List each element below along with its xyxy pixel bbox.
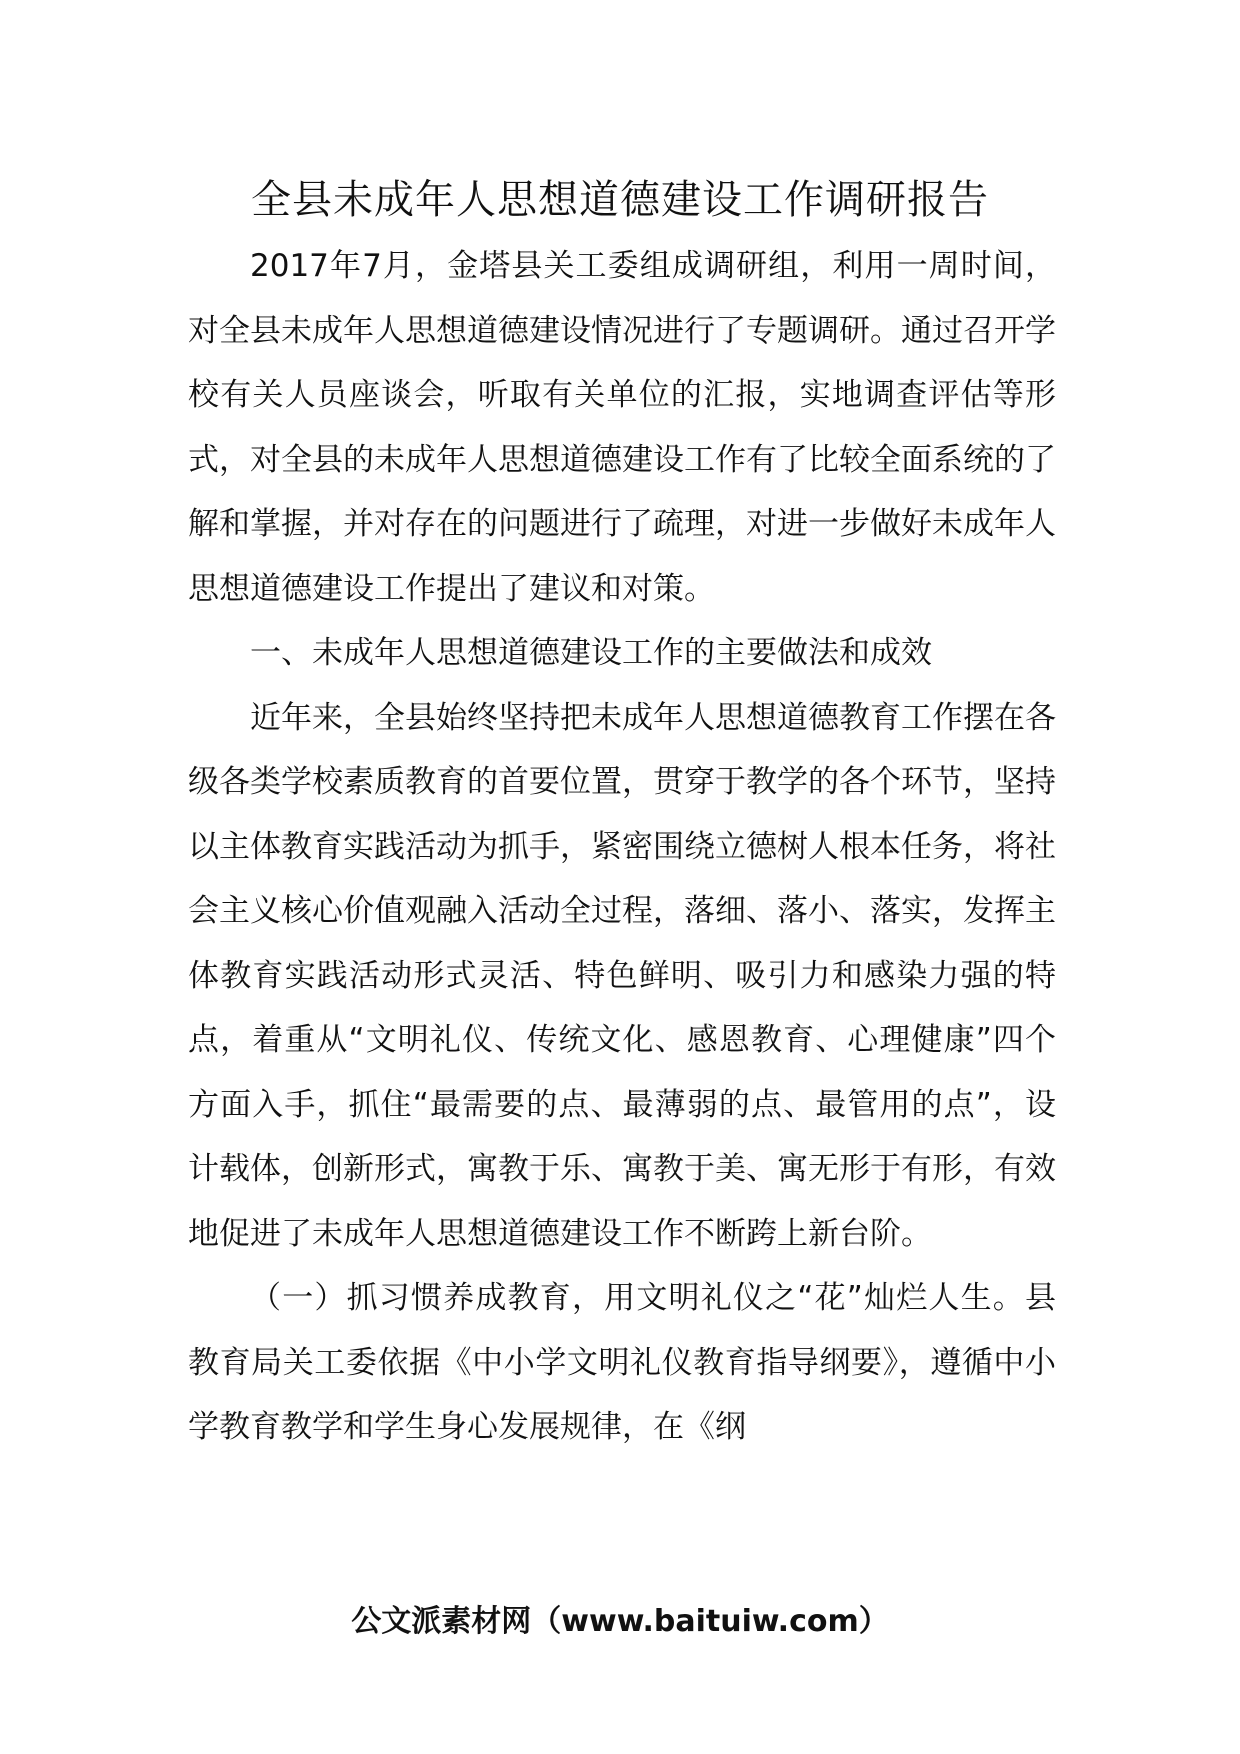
section-heading: 一、未成年人思想道德建设工作的主要做法和成效	[250, 635, 932, 671]
paragraph-subsection-one: （一）抓习惯养成教育，用文明礼仪之“花”灿烂人生。县教育局关工委依据《中小学文明礼仪教育指导纲要》，遵循中小学教育教学和学生身心发展规律，在《纲	[188, 1280, 1056, 1445]
document-title: 全县未成年人思想道德建设工作调研报告	[251, 177, 989, 223]
paragraph-intro: 2017年7月，金塔县关工委组成调研组，利用一周时间，对全县未成年人思想道德建设情况进行了专题调研。通过召开学校有关人员座谈会，听取有关单位的汇报，实地调查评估等形式，对全县的未成年人思想道德建设工作有了比较全面系统的了解和掌握，并对存在的问题进行了疏理，对进一步做好未成年人思想道德建设工作提出了建议和对策。	[188, 248, 1056, 607]
footer-watermark: 公文派素材网（www.baituiw.com）	[351, 1604, 889, 1639]
document-body	[188, 234, 1056, 1460]
paragraph-overview: 近年来，全县始终坚持把未成年人思想道德教育工作摆在各级各类学校素质教育的首要位置，贯穿于教学的各个环节，坚持以主体教育实践活动为抓手，紧密围绕立德树人根本任务，将社会主义核心价值观融入活动全过程，落细、落小、落实，发挥主体教育实践活动形式灵活、特色鲜明、吸引力和感染力强的特点，着重从“文明礼仪、传统文化、感恩教育、心理健康”四个方面入手，抓住“最需要的点、最薄弱的点、最管用的点”，设计载体，创新形式，寓教于乐、寓教于美、寓无形于有形，有效地促进了未成年人思想道德建设工作不断跨上新台阶。	[188, 699, 1056, 1252]
